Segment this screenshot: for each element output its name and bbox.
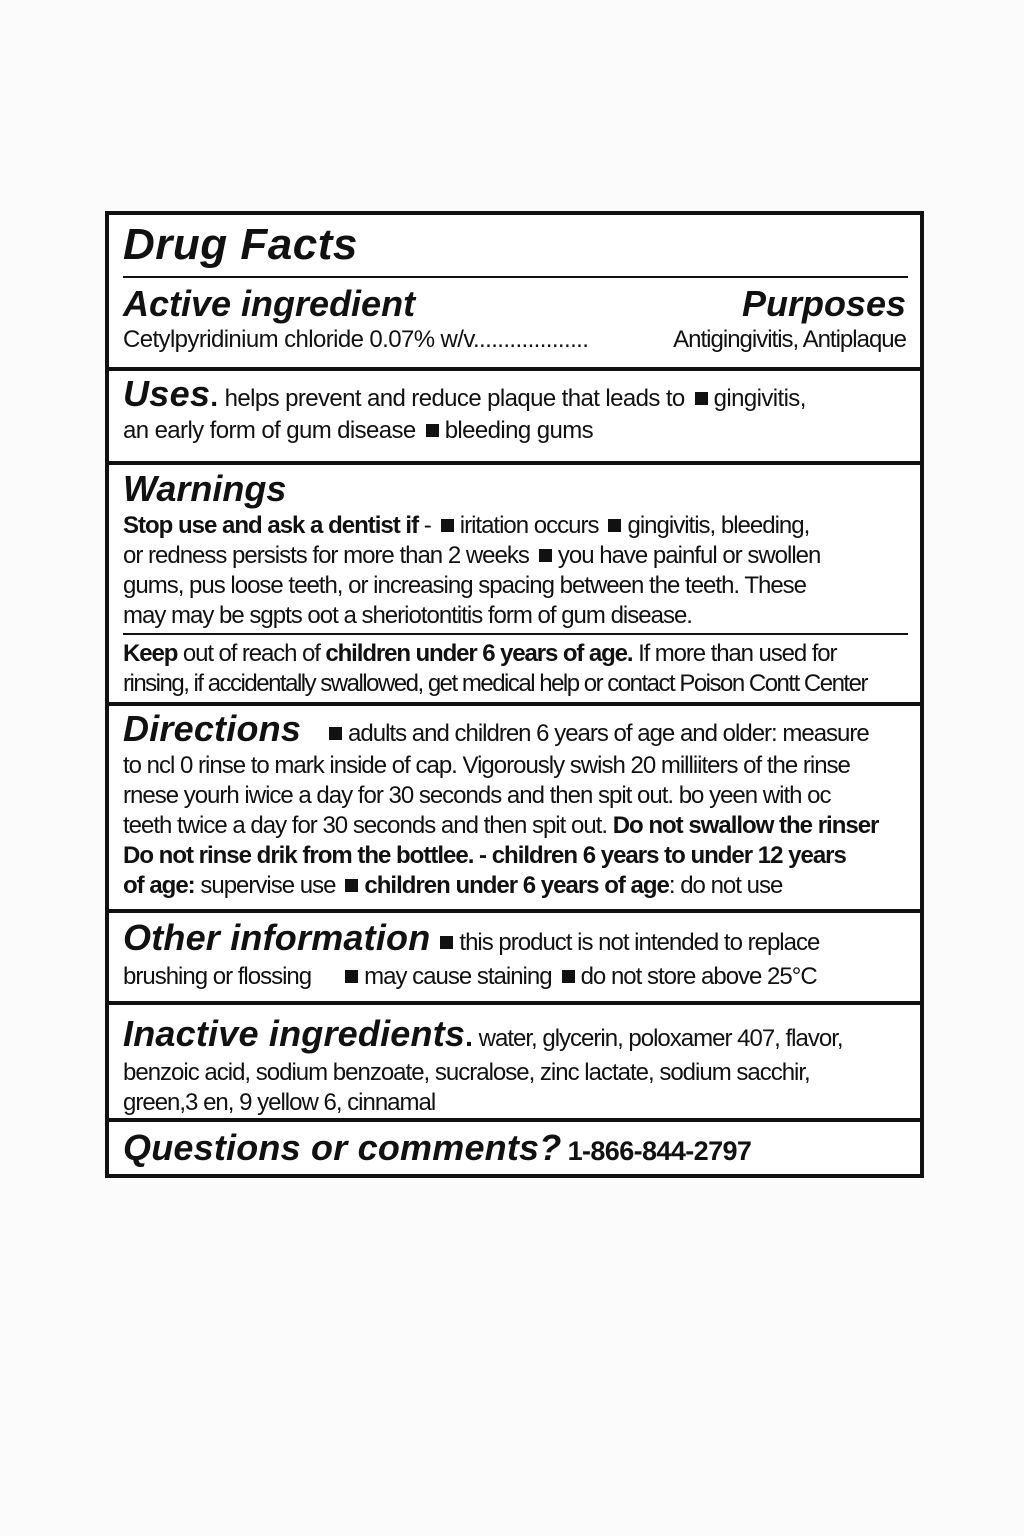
- purposes-heading: Purposes: [741, 283, 906, 324]
- bullet-icon: [345, 970, 358, 983]
- directions-do-not-rinse: Do not rinse drik from the bottlee.: [123, 842, 474, 869]
- stop-use-dash: -: [418, 512, 431, 539]
- section-divider: [109, 909, 920, 913]
- title-divider: [123, 276, 908, 278]
- warning-item-painful: you have painful or swollen: [557, 542, 821, 569]
- keep-out-of-reach: [113, 639, 916, 699]
- stop-use-dentist: dentist if: [328, 512, 419, 539]
- directions-do-not-use: : do not use: [668, 872, 783, 899]
- uses-section: Uses. helps prevent and reduce plaque that leads to gingivitis, an early form of gum disease bleeding gums: [123, 373, 806, 444]
- warning-line-3: gums, pus loose teeth, or increasing spacing between the teeth. These: [123, 572, 807, 599]
- section-divider: [109, 367, 920, 371]
- questions-section: [113, 1128, 916, 1173]
- leader-dots: ...................: [472, 326, 589, 353]
- drug-facts-panel: [105, 211, 924, 1178]
- directions-of-age: of age:: [123, 872, 195, 899]
- bullet-icon: [426, 424, 439, 437]
- bullet-icon: [562, 970, 575, 983]
- warning-item-irritation: iritation occurs: [459, 512, 599, 539]
- inactive-line-3: green,3 en, 9 yellow 6, cinnamal: [123, 1089, 436, 1116]
- uses-item-gingivitis: gingivitis,: [713, 385, 806, 412]
- bullet-icon: [441, 519, 454, 532]
- warnings-heading: Warnings: [123, 468, 287, 509]
- other-line-2: brushing or flossing: [123, 963, 312, 990]
- drug-facts-header: [113, 219, 916, 271]
- active-ingredient-name: Cetylpyridinium chloride 0.07% w/v: [123, 326, 473, 353]
- uses-heading: Uses: [123, 373, 211, 414]
- directions-section: [113, 708, 916, 901]
- directions-line-1: adults and children 6 years of age and older: measure: [348, 720, 869, 747]
- uses-text-2: an early form of gum disease: [123, 417, 416, 444]
- uses-text: helps prevent and reduce plaque that leads to: [224, 385, 685, 412]
- warnings-divider: [123, 633, 908, 635]
- questions-heading: Questions or comments?: [123, 1127, 562, 1168]
- directions-line-4: teeth twice a day for 30 seconds and then spit out.: [123, 812, 613, 839]
- directions-heading: Directions: [123, 708, 302, 749]
- keep-rest: If more than used for: [632, 640, 837, 667]
- inactive-line-1: water, glycerin, poloxamer 407, flavor,: [478, 1025, 843, 1052]
- other-information-section: [113, 919, 916, 992]
- keep-children: children under 6 years of age.: [325, 640, 633, 667]
- section-divider: [109, 1001, 920, 1005]
- inactive-ingredients-heading: Inactive ingredients: [123, 1013, 466, 1054]
- bullet-icon: [608, 519, 621, 532]
- keep-bold: Keep: [123, 640, 178, 667]
- bullet-icon: [539, 549, 552, 562]
- warning-line-2: or redness persists for more than 2 weeks: [123, 542, 529, 569]
- keep-text: out of reach of: [177, 640, 326, 667]
- active-ingredient-heading: Active ingredient: [123, 283, 416, 324]
- warning-item-gingivitis: gingivitis, bleeding,: [627, 512, 810, 539]
- bullet-icon: [345, 879, 358, 892]
- warning-line-4: may may be sgpts oot a sheriotontitis form of gum disease.: [123, 602, 692, 629]
- phone-number[interactable]: 1-866-844-2797: [567, 1136, 752, 1166]
- section-divider: [109, 461, 920, 465]
- other-item-storage: do not store above 25°C: [580, 963, 817, 990]
- other-item-staining: may cause staining: [364, 963, 552, 990]
- directions-line-2: to ncl 0 rinse to mark inside of cap. Vigorously swish 20 milliiters of the rinse: [123, 752, 850, 779]
- section-divider: [109, 702, 920, 706]
- other-information-heading: Other information: [123, 917, 431, 958]
- other-item-replace: this product is not intended to replace: [459, 929, 820, 956]
- section-divider: [109, 1118, 920, 1122]
- active-ingredient-purpose: Antigingivitis, Antiplaque: [673, 326, 906, 353]
- keep-line-2: rinsing, if accidentally swallowed, get medical help or contact Poison Contt Center: [123, 670, 867, 697]
- page-title: Drug Facts: [123, 220, 358, 269]
- directions-children-6-12: - children 6 years to under 12 years: [473, 842, 846, 869]
- directions-do-not-swallow: Do not swallow the rinser: [612, 812, 879, 839]
- bullet-icon: [440, 936, 453, 949]
- bullet-icon: [695, 392, 708, 405]
- inactive-ingredients-section: Inactive ingredients. water, glycerin, poloxamer 407, flavor, benzoic acid, sodium benzoate, sucralose, zinc lactate, sodium sacchir, green,3 en, 9 yellow 6, cinnamal: [113, 1015, 916, 1118]
- inactive-line-2: benzoic acid, sodium benzoate, sucralose, zinc lactate, sodium sacchir,: [123, 1059, 810, 1086]
- directions-children-under-6: children under 6 years of age: [364, 872, 669, 899]
- uses-item-bleeding-gums: bleeding gums: [444, 417, 593, 444]
- warnings-section: [113, 467, 916, 631]
- directions-line-3: rnese yourh iwice a day for 30 seconds and then spit out. bo yeen with oc: [123, 782, 831, 809]
- directions-supervise: supervise use: [194, 872, 336, 899]
- active-ingredient-section: [113, 283, 916, 357]
- bullet-icon: [329, 727, 342, 740]
- stop-use-text: Stop use and ask a: [123, 512, 329, 539]
